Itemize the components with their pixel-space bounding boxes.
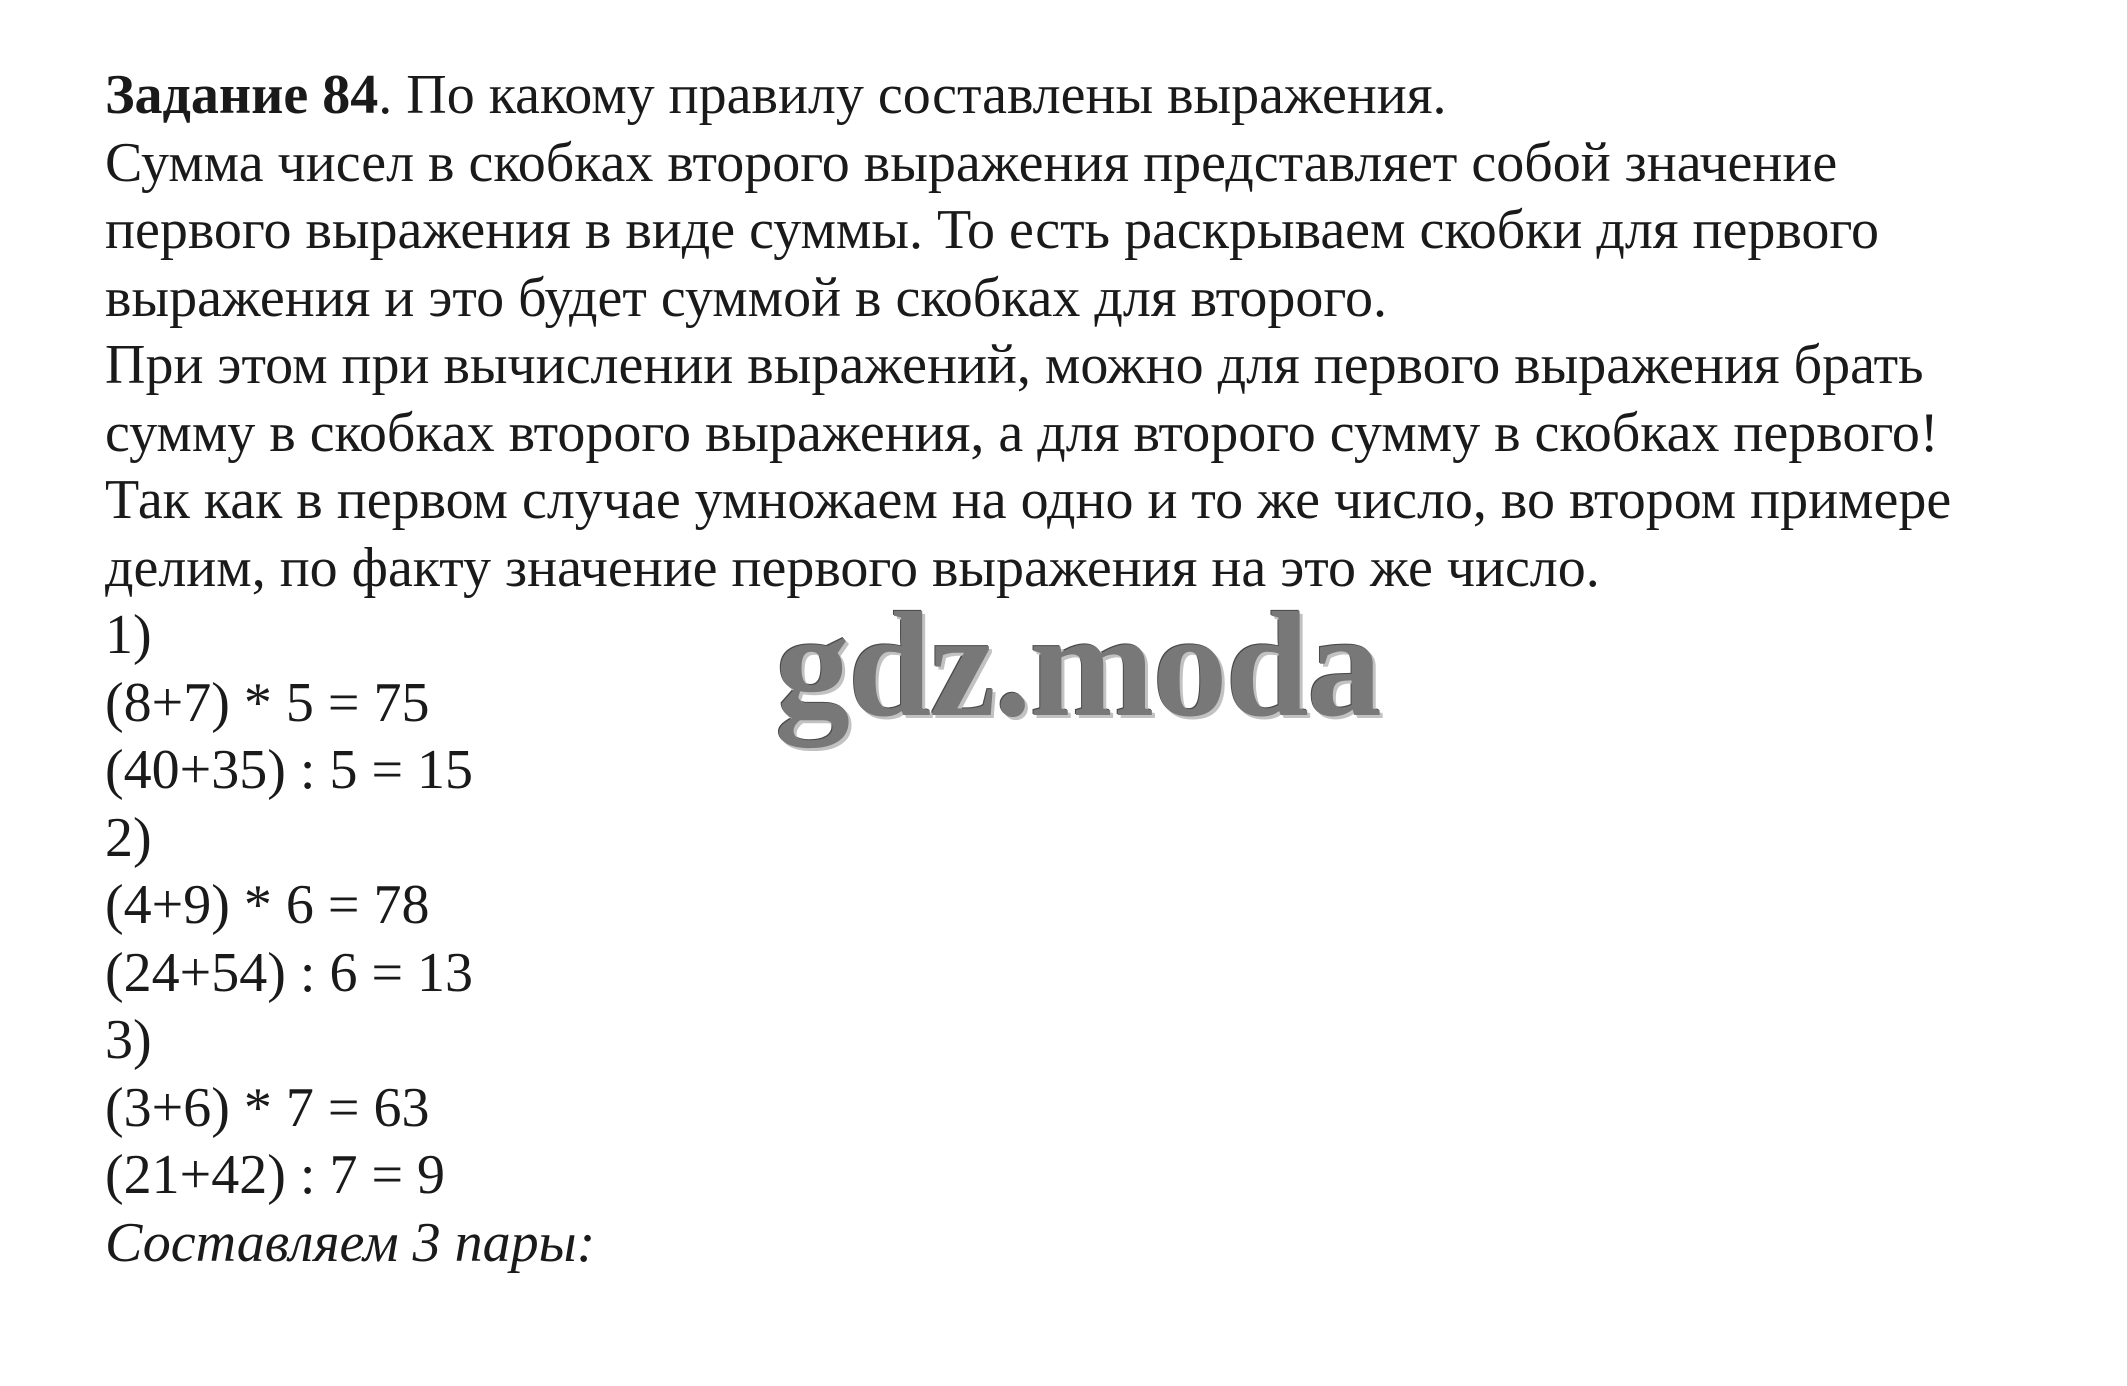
task-heading — [105, 62, 2095, 130]
task-label: Задание 84 — [105, 64, 379, 126]
solution-number: 2) — [105, 806, 152, 869]
explanation-line: первого выражения в виде суммы. То есть раскрываем скобки для первого — [105, 199, 1880, 261]
explanation-line: делим, по факту значение первого выражения на это же число. — [105, 536, 1600, 599]
solution-expression: (3+6) * 7 = 63 — [105, 1076, 430, 1139]
solution-number: 1) — [105, 604, 152, 666]
solution-expression: (8+7) * 5 = 75 — [105, 671, 430, 734]
watermark-logo: gdz.moda — [775, 582, 1380, 748]
explanation-line: сумму в скобках второго выражения, а для второго сумму в скобках первого! — [105, 401, 1939, 464]
solution-expression: (4+9) * 6 = 78 — [105, 874, 430, 936]
footer-note: Составляем 3 пары: — [105, 1211, 596, 1274]
explanation-line: При этом при вычислении выражений, можно для первого выражения брать — [105, 334, 1924, 396]
explanation-line: Сумма чисел в скобках второго выражения представляет собой значение — [105, 131, 1838, 194]
solution-expression: (40+35) : 5 = 15 — [105, 739, 474, 801]
explanation-line: выражения и это будет суммой в скобках для второго. — [105, 266, 1387, 329]
task-question: . По какому правилу составлены выражения. — [378, 64, 1447, 126]
solution-expression: (24+54) : 6 = 13 — [105, 941, 474, 1004]
explanation-line: Так как в первом случае умножаем на одно и то же число, во втором примере — [105, 469, 1952, 531]
solution-expression: (21+42) : 7 = 9 — [105, 1144, 446, 1206]
solution-number: 3) — [105, 1009, 152, 1071]
